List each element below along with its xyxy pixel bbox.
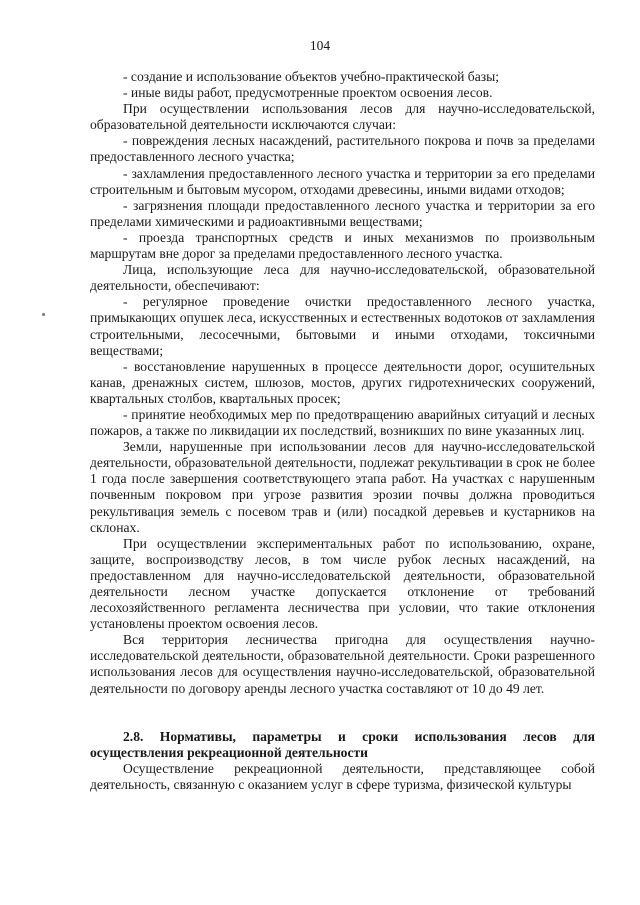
list-item: - регулярное проведение очистки предоставленного лесного участка, примыкающих опушек леса, искусственных и естественных водотоков от захламления строительными, лесосечными, бытовыми и иными отходами, токсичными веществами; — [90, 294, 595, 358]
scan-speck — [42, 313, 45, 316]
list-item: - проезда транспортных средств и иных механизмов по произвольным маршрутам вне дорог за пределами предоставленного лесного участка. — [90, 229, 595, 262]
list-item: - восстановление нарушенных в процессе деятельности дорог, осушительных канав, дренажных систем, шлюзов, мостов, других гидротехнических сооружений, квартальных столбов, квартальных просек; — [90, 358, 595, 406]
paragraph: При осуществлении использования лесов для научно-исследовательской, образовательной деятельности исключаются случаи: — [90, 101, 595, 133]
section-spacer — [90, 697, 595, 729]
paragraph: При осуществлении экспериментальных работ по использованию, охране, защите, воспроизводству лесов, в том числе рубок лесных насаждений, на предоставленном для научно-исследовательской деятельности, образовательной деятельности лесном участке допускается отклонение от требований лесохозяйственного регламента лесничества при условии, что такие отклонения установлены проектом освоения лесов. — [90, 535, 595, 632]
paragraph: Вся территория лесничества пригодна для осуществления научно-исследовательской деятельности, образовательной деятельности. Сроки разрешенного использования лесов для осуществления научно-исследовательской, образовательной деятельности по договору аренды лесного участка составляют от 10 до 49 лет. — [90, 632, 595, 696]
section-heading: 2.8. Нормативы, параметры и сроки использования лесов для осуществления рекреационной деятельности — [90, 728, 595, 760]
list-item: - принятие необходимых мер по предотвращению аварийных ситуаций и лесных пожаров, а также по ликвидации их последствий, возникших по вине указанных лиц. — [90, 406, 595, 439]
paragraph: Земли, нарушенные при использовании лесов для научно-исследовательской деятельности, образовательной деятельности, подлежат рекультивации в срок не более 1 года после завершения соответствующего этапа работ. На участках с нарушенным почвенным покровом при угрозе развития эрозии почвы должна проводиться рекультивация земель с посевом трав и (или) посадкой деревьев и кустарников на склонах. — [90, 439, 595, 535]
page-number: 104 — [309, 38, 331, 53]
paragraph: Осуществление рекреационной деятельности, представляющее собой деятельность, связанную с оказанием услуг в сфере туризма, физической культуры — [90, 760, 595, 792]
list-item: - повреждения лесных насаждений, растительного покрова и почв за пределами предоставленного лесного участка; — [90, 133, 595, 165]
list-item: - загрязнения площади предоставленного лесного участка и территории за его пределами химическими и радиоактивными веществами; — [90, 197, 595, 229]
list-item: - захламления предоставленного лесного участка и территории за его пределами строительным и бытовым мусором, отходами древесины, иными видами отходов; — [90, 165, 595, 197]
paragraph: Лица, использующие леса для научно-исследовательской, образовательной деятельности, обеспечивают: — [90, 262, 595, 294]
list-item: - создание и использование объектов учебно-практической базы; — [123, 69, 500, 84]
document-body — [90, 69, 595, 793]
list-item: - иные виды работ, предусмотренные проектом освоения лесов. — [123, 85, 493, 101]
